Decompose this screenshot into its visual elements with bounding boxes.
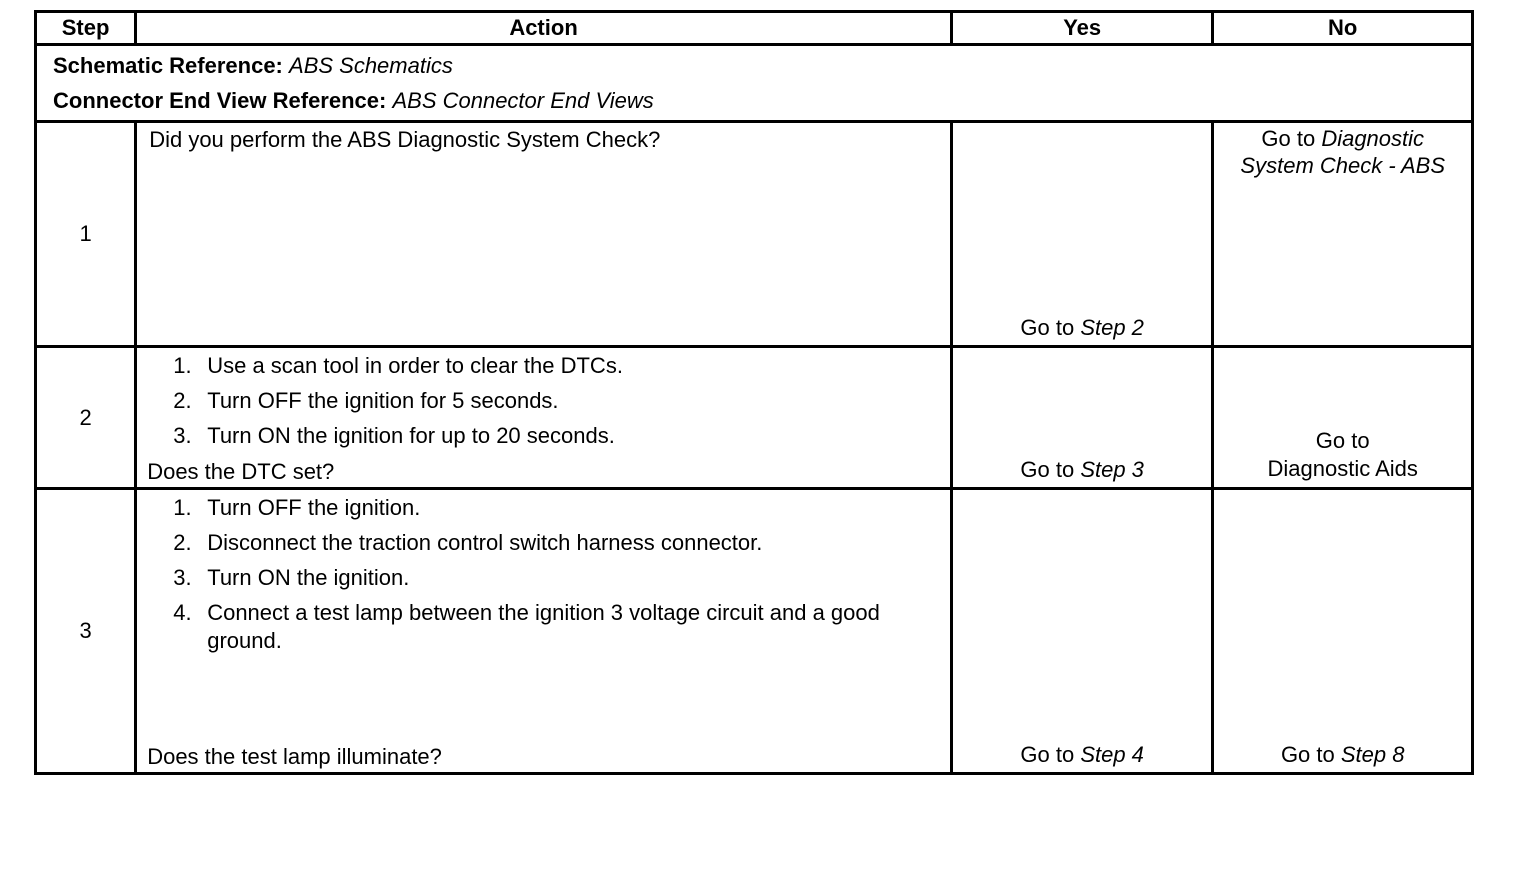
step-item-number: 4. [173,600,192,625]
no-goto[interactable] [1214,125,1471,179]
connector-reference-link[interactable]: ABS Connector End Views [392,88,654,113]
step-item-text: Use a scan tool in order to clear the DTCs. [207,353,623,378]
yes-goto[interactable] [953,315,1212,341]
action-question: Does the DTC set? [147,459,335,484]
goto-prefix: Go to [1280,742,1335,767]
yes-cell [951,347,1213,489]
step-item-text: Turn ON the ignition. [207,565,410,590]
goto-target: Step 8 [1340,742,1405,767]
schematic-reference-link[interactable]: ABS Schematics [289,53,453,78]
reference-cell [36,45,1473,122]
goto-target: Diagnostic [1321,126,1425,151]
step-item-number: 1. [173,495,192,520]
yes-cell [951,489,1213,774]
table-row [36,489,1473,774]
step-item-number: 2. [173,530,192,555]
step-item-text: Disconnect the traction control switch harness connector. [207,530,763,555]
action-question: Does the test lamp illuminate? [147,744,442,769]
connector-reference [53,83,1471,118]
table-row [36,122,1473,347]
action-cell [136,347,952,489]
action-steps [173,494,934,662]
goto-prefix: Go to [1020,315,1075,340]
goto-target: Step 2 [1080,315,1144,340]
header-row [36,12,1473,45]
header-step: Step [36,12,136,45]
no-goto[interactable] [1214,427,1471,483]
action-cell [136,489,952,774]
no-goto[interactable] [1214,742,1471,768]
goto-prefix: Go to [1261,126,1316,151]
step-item-text: Turn ON the ignition for up to 20 seconds. [207,423,615,448]
list-item [173,564,934,592]
step-item-number: 2. [173,388,192,413]
schematic-reference-label: Schematic Reference: [53,53,283,78]
goto-prefix: Go to [1020,457,1075,482]
list-item [173,352,934,380]
step-item-number: 3. [173,423,192,448]
step-item-text: Turn OFF the ignition for 5 seconds. [207,388,559,413]
goto-prefix: Go to [1315,428,1370,453]
action-steps [173,352,934,457]
step-item-text: Connect a test lamp between the ignition 3 voltage circuit and a good ground. [207,600,880,653]
goto-prefix: Go to [1020,742,1075,767]
diagnostic-table [34,10,1474,775]
yes-cell [951,122,1213,347]
step-number: 3 [36,489,136,774]
header-action: Action [136,12,952,45]
step-item-text: Turn OFF the ignition. [207,495,421,520]
list-item [173,422,934,450]
step-item-number: 1. [173,353,192,378]
no-cell [1213,347,1473,489]
connector-reference-label: Connector End View Reference: [53,88,387,113]
step-number: 1 [36,122,136,347]
goto-target-cont: System Check - ABS [1240,153,1445,178]
table-row [36,347,1473,489]
step-item-number: 3. [173,565,192,590]
step-number: 2 [36,347,136,489]
goto-target: Diagnostic Aids [1267,456,1418,481]
reference-row [36,45,1473,122]
yes-goto[interactable] [953,457,1212,483]
yes-goto[interactable] [953,742,1212,768]
list-item [173,494,934,522]
no-cell [1213,122,1473,347]
schematic-reference [53,48,1471,83]
goto-target: Step 4 [1080,742,1144,767]
action-cell [136,122,952,347]
header-no: No [1213,12,1473,45]
goto-target: Step 3 [1080,457,1144,482]
list-item [173,387,934,415]
list-item [173,529,934,557]
no-cell [1213,489,1473,774]
header-yes: Yes [951,12,1213,45]
action-question: Did you perform the ABS Diagnostic System Check? [149,127,661,152]
list-item [173,599,934,655]
